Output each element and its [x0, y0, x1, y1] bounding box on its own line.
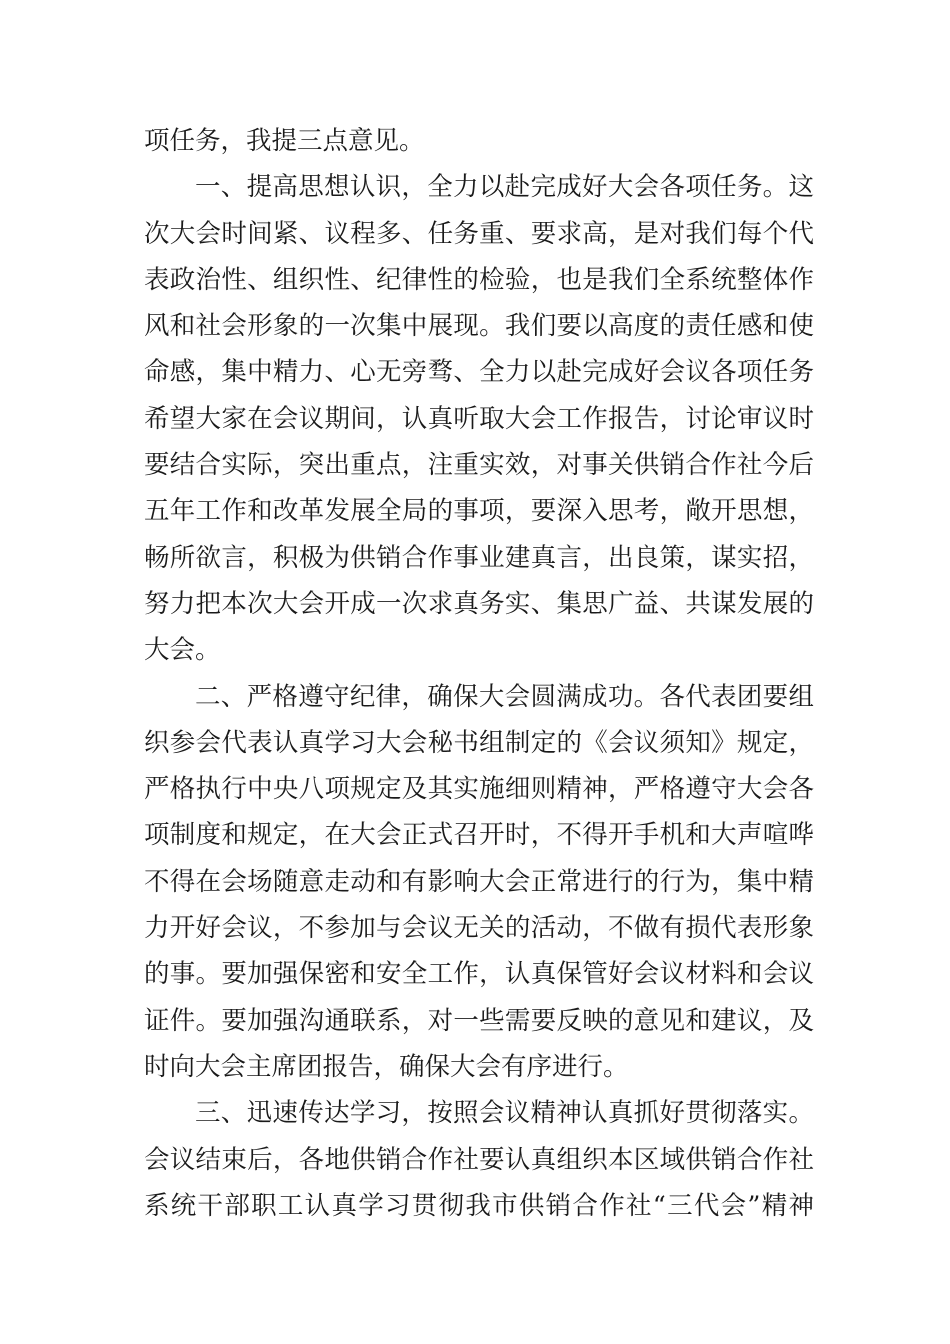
text-line: 畅所欲言，积极为供销合作事业建真言，出良策，谋实招， [144, 542, 814, 573]
text-line: 证件。要加强沟通联系，对一些需要反映的意见和建议，及 [144, 1005, 814, 1036]
text-line: 希望大家在会议期间，认真听取大会工作报告，讨论审议时 [144, 403, 814, 434]
text-line: 命感，集中精力、心无旁骛、全力以赴完成好会议各项任务 [144, 357, 814, 388]
text-line: 会议结束后，各地供销合作社要认真组织本区域供销合作社 [144, 1144, 814, 1175]
text-line: 风和社会形象的一次集中展现。我们要以高度的责任感和使 [144, 311, 814, 342]
text-line: 时向大会主席团报告，确保大会有序进行。 [144, 1051, 629, 1082]
text-line: 项制度和规定，在大会正式召开时，不得开手机和大声喧哗 [144, 820, 814, 851]
text-line: 项任务，我提三点意见。 [144, 126, 425, 156]
text-line: 不得在会场随意走动和有影响大会正常进行的行为，集中精 [144, 866, 814, 897]
text-line: 五年工作和改革发展全局的事项，要深入思考，敞开思想， [144, 496, 814, 527]
text-line: 要结合实际，突出重点，注重实效，对事关供销合作社今后 [144, 450, 814, 481]
text-line: 三、迅速传达学习，按照会议精神认真抓好贯彻落实。 [195, 1098, 814, 1129]
text-line: 二、严格遵守纪律，确保大会圆满成功。各代表团要组 [195, 681, 814, 712]
text-line: 的事。要加强保密和安全工作，认真保管好会议材料和会议 [144, 959, 814, 990]
text-line: 努力把本次大会开成一次求真务实、集思广益、共谋发展的 [144, 588, 814, 619]
text-line: 次大会时间紧、议程多、任务重、要求高，是对我们每个代 [144, 218, 814, 249]
text-line: 织参会代表认真学习大会秘书组制定的《会议须知》规定， [144, 727, 814, 758]
text-line: 力开好会议，不参加与会议无关的活动，不做有损代表形象 [144, 913, 814, 944]
text-line: 系统干部职工认真学习贯彻我市供销合作社“三代会”精神 [144, 1190, 814, 1221]
text-line: 一、提高思想认识，全力以赴完成好大会各项任务。这 [195, 172, 814, 203]
text-line: 表政治性、组织性、纪律性的检验，也是我们全系统整体作 [144, 264, 814, 295]
text-line: 严格执行中央八项规定及其实施细则精神，严格遵守大会各 [144, 774, 814, 805]
text-line: 大会。 [144, 635, 221, 666]
document-body [144, 118, 814, 1229]
